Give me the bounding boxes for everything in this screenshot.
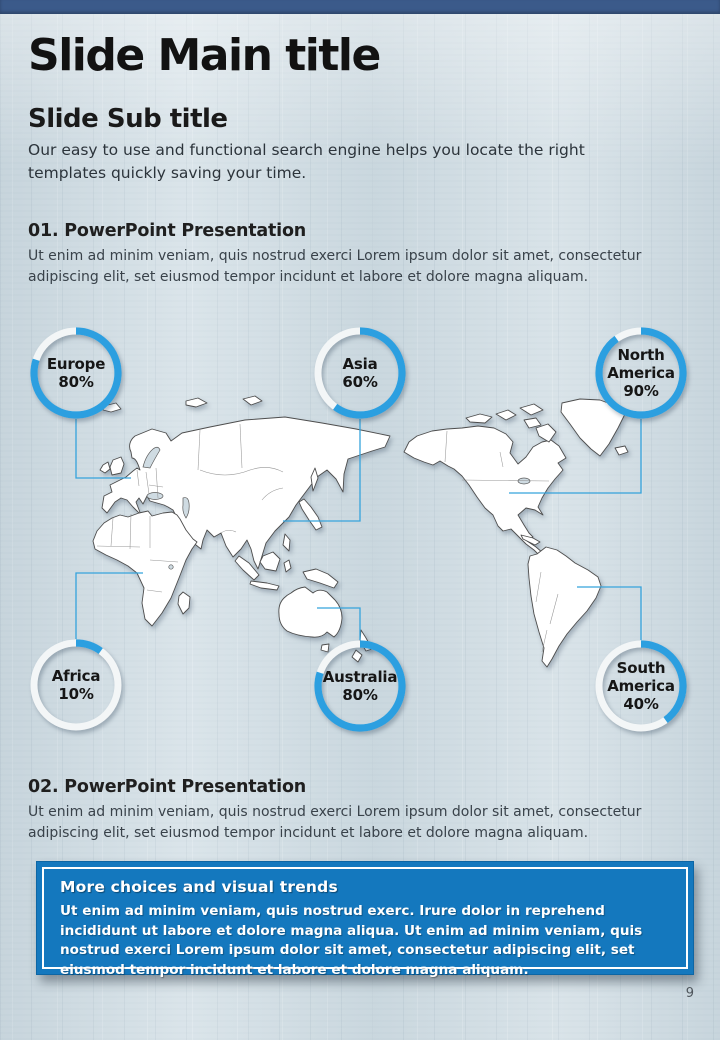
stat-label: Africa 10% (51, 666, 101, 703)
section-1-body: Ut enim ad minim veniam, quis nostrud exerci Lorem ipsum dolor sit amet, consectetur adipiscing elit, set eiusmod tempor incidunt et labore et dolore magna aliquam. (28, 248, 642, 286)
stat-australia (312, 638, 408, 734)
stat-africa (28, 637, 124, 733)
highlight-box-inner (42, 867, 688, 979)
section-2-heading: 02. PowerPoint Presentation (28, 777, 307, 797)
stat-asia (312, 325, 408, 421)
stat-label: North America 90% (607, 345, 675, 401)
stat-label: Asia 60% (342, 354, 378, 391)
highlight-box (36, 861, 694, 979)
stat-label: Australia 80% (322, 667, 398, 704)
stat-label: Europe 80% (46, 354, 106, 391)
section-1-heading: 01. PowerPoint Presentation (28, 221, 307, 241)
top-accent-bar (0, 0, 720, 14)
world-map-infographic (0, 330, 720, 762)
stat-label: South America 40% (607, 658, 675, 714)
stat-south-america (593, 638, 689, 734)
highlight-box-title: More choices and visual trends (60, 878, 338, 896)
page-title: Slide Main title (28, 30, 380, 81)
stat-europe (28, 325, 124, 421)
stat-north-america (593, 325, 689, 421)
page-subtitle: Slide Sub title (28, 104, 228, 134)
highlight-box-body: Ut enim ad minim veniam, quis nostrud exerc. Irure dolor in reprehend incididunt ut labore et dolore magna aliqua. Ut enim ad minim veniam, quis nostrud exerci Lorem ipsum dolor sit amet, consectetur adipiscing elit, set eiusmod tempor incidunt et labore et dolore magna aliquam. (60, 903, 643, 979)
intro-text: Our easy to use and functional search engine helps you locate the right templates quickly saving your time. (28, 141, 585, 183)
section-2-body: Ut enim ad minim veniam, quis nostrud exerci Lorem ipsum dolor sit amet, consectetur adipiscing elit, set eiusmod tempor incidunt et labore et dolore magna aliquam. (28, 804, 642, 842)
page-number: 9 (685, 986, 694, 1001)
